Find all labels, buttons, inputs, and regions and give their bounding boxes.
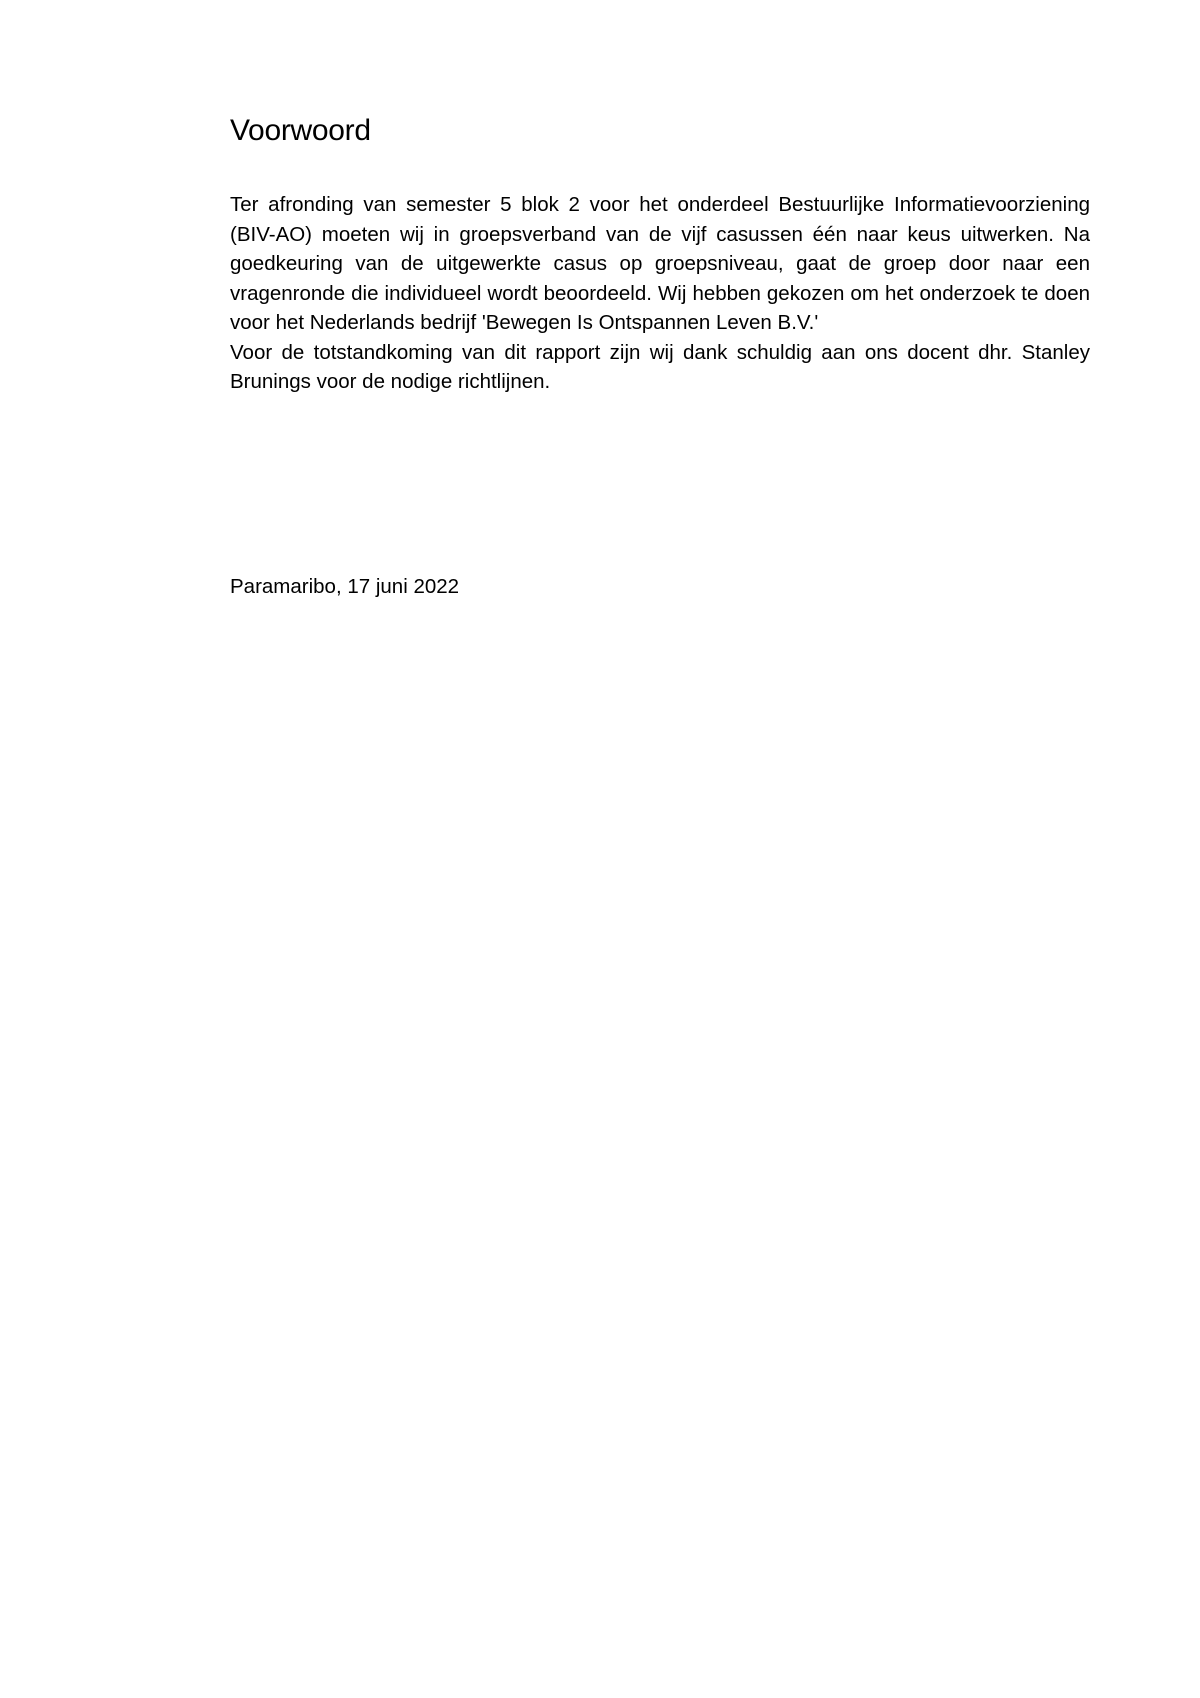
foreword-body	[230, 190, 1090, 397]
place-and-date: Paramaribo, 17 juni 2022	[230, 575, 460, 598]
page-title: Voorwoord	[230, 114, 371, 147]
paragraph-acknowledgement: Voor de totstandkoming van dit rapport zijn wij dank schuldig aan ons docent dhr. Stanley Brunings voor de nodige richtlijnen.	[230, 340, 1090, 393]
paragraph-intro: Ter afronding van semester 5 blok 2 voor het onderdeel Bestuurlijke Informatievoorziening (BIV-AO) moeten wij in groepsverband van de vijf casussen één naar keus uitwerken. Na goedkeuring van de uitgewerkte casus op groepsniveau, gaat de groep door naar een vragenronde die individueel wordt beoordeeld. Wij hebben gekozen om het onderzoek te doen voor het Nederlands bedrijf 'Bewegen Is Ontspannen Leven B.V.'	[230, 193, 1090, 334]
